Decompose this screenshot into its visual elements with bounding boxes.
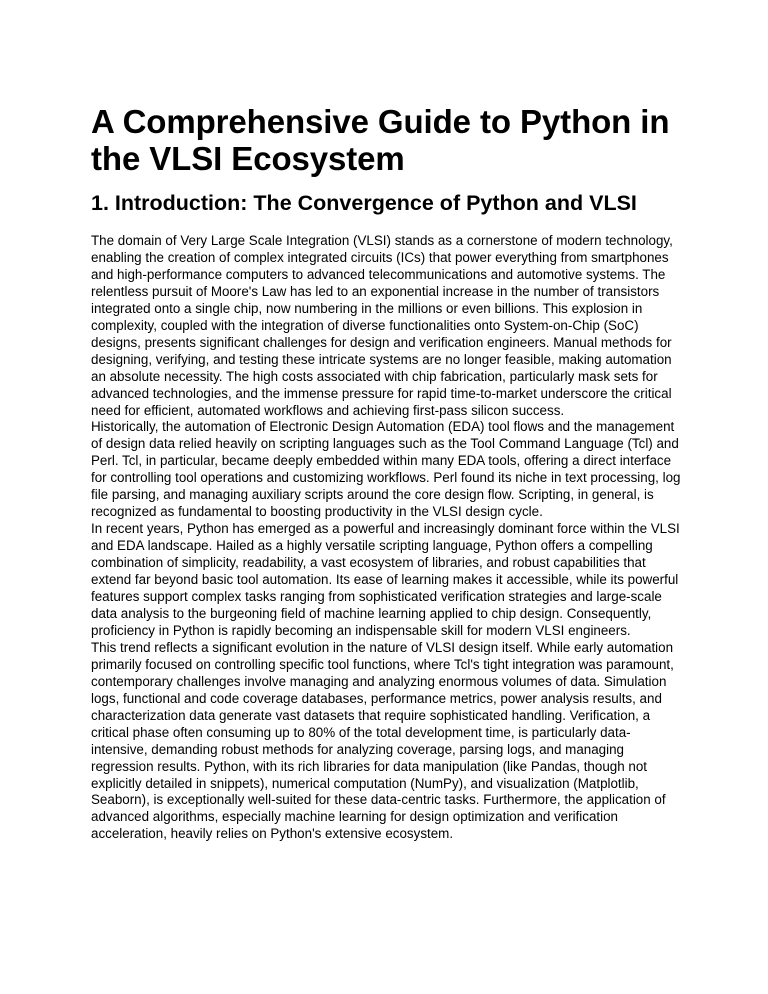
paragraph: Historically, the automation of Electronic Design Automation (EDA) tool flows and the management of design data relied heavily on scripting languages such as the Tool Command Language (Tcl) and Perl. Tcl, in particular, became deeply embedded within many EDA tools, offering a direct interface for controlling tool operations and customizing workflows. Perl found its niche in text processing, log file parsing, and managing auxiliary scripts around the core design flow. Scripting, in general, is recognized as fundamental to boosting productivity in the VLSI design cycle. bbox=[91, 419, 681, 520]
paragraph: In recent years, Python has emerged as a powerful and increasingly dominant force within the VLSI and EDA landscape. Hailed as a highly versatile scripting language, Python offers a compelling combination of simplicity, readability, a vast ecosystem of libraries, and robust capabilities that extend far beyond basic tool automation. Its ease of learning makes it accessible, while its powerful features support complex tasks ranging from sophisticated verification strategies and large-scale data analysis to the burgeoning field of machine learning applied to chip design. Consequently, proficiency in Python is rapidly becoming an indispensable skill for modern VLSI engineers. bbox=[91, 521, 680, 638]
section-body bbox=[91, 233, 687, 843]
paragraph: The domain of Very Large Scale Integration (VLSI) stands as a cornerstone of modern technology, enabling the creation of complex integrated circuits (ICs) that power everything from smartphones and high-performance computers to advanced telecommunications and automotive systems. The relentless pursuit of Moore's Law has led to an exponential increase in the number of transistors integrated onto a single chip, now numbering in the millions or even billions. This explosion in complexity, coupled with the integration of diverse functionalities onto System-on-Chip (SoC) designs, presents significant challenges for design and verification engineers. Manual methods for designing, verifying, and testing these intricate systems are no longer feasible, making automation an absolute necessity. The high costs associated with chip fabrication, particularly mask sets for advanced technologies, and the immense pressure for rapid time-to-market underscore the critical need for efficient, automated workflows and achieving first-pass silicon success. bbox=[91, 233, 673, 418]
paragraph: This trend reflects a significant evolution in the nature of VLSI design itself. While early automation primarily focused on controlling specific tool functions, where Tcl's tight integration was paramount, contemporary challenges involve managing and analyzing enormous volumes of data. Simulation logs, functional and code coverage databases, performance metrics, power analysis results, and characterization data generate vast datasets that require sophisticated handling. Verification, a critical phase often consuming up to 80% of the total development time, is particularly data-intensive, demanding robust methods for analyzing coverage, parsing logs, and managing regression results. Python, with its rich libraries for data manipulation (like Pandas, though not explicitly detailed in snippets), numerical computation (NumPy), and visualization (Matplotlib, Seaborn), is exceptionally well-suited for these data-centric tasks. Furthermore, the application of advanced algorithms, especially machine learning for design optimization and verification acceleration, heavily relies on Python's extensive ecosystem. bbox=[91, 639, 674, 842]
document-page bbox=[91, 103, 687, 843]
document-title: A Comprehensive Guide to Python in the VLSI Ecosystem bbox=[91, 103, 670, 177]
section-heading-introduction: 1. Introduction: The Convergence of Python and VLSI bbox=[91, 191, 637, 215]
